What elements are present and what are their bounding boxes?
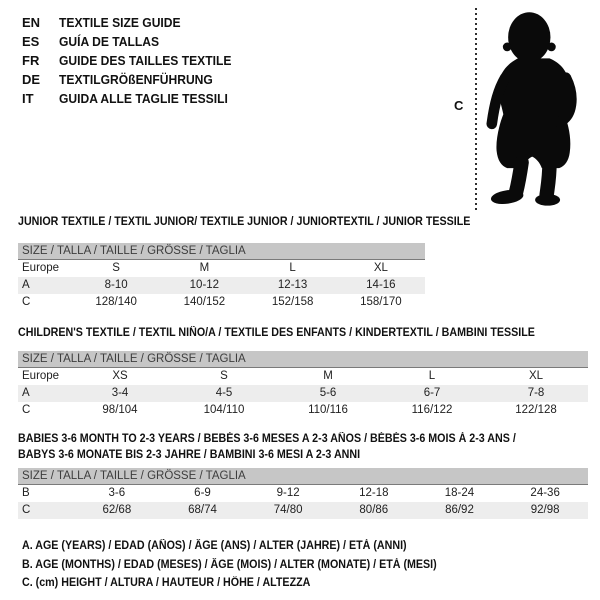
legend-line (22, 537, 468, 556)
table-row (18, 385, 588, 402)
language-row (22, 13, 244, 32)
size-value-cell: 3-4 (111, 387, 129, 399)
size-value-cell: 7-8 (527, 387, 545, 399)
section-title-line: JUNIOR TEXTILE / TEXTIL JUNIOR/ TEXTILE JUNIOR / JUNIORTEXTIL / JUNIOR TESSILE (18, 216, 471, 228)
table-body (18, 260, 425, 312)
section-title (18, 327, 588, 340)
section-title-line: CHILDREN'S TEXTILE / TEXTIL NIÑO/A / TEXTILE DES ENFANTS / KINDERTEXTIL / BAMBINI TESSILE (18, 327, 535, 339)
row-label-cell: Europe (22, 370, 60, 382)
section-title-line: BABIES 3-6 MONTH TO 2-3 YEARS / BEBÉS 3-6 MESES A 2-3 AÑOS / BÉBÉS 3-6 MOIS À 2-3 ANS / (18, 433, 516, 445)
table-row (18, 260, 425, 278)
size-value-cell: 8-10 (104, 279, 128, 291)
size-value-cell: 4-5 (215, 387, 233, 399)
table-row (18, 485, 588, 503)
language-title: TEXTILGRÖßENFÜHRUNG (59, 72, 213, 87)
size-value-cell: 9-12 (276, 487, 300, 499)
table-head (18, 468, 588, 485)
size-value-cell: XS (112, 370, 128, 382)
size-value-cell: 18-24 (444, 487, 475, 499)
language-list (22, 13, 244, 108)
section-childrens-textile (18, 327, 588, 419)
size-value-cell: 12-13 (277, 279, 308, 291)
size-value-cell: L (289, 262, 296, 274)
size-value-cell: 104/110 (203, 404, 245, 416)
legend (22, 537, 468, 593)
size-value-cell: M (323, 370, 333, 382)
legend-text: B. AGE (MONTHS) / EDAD (MESES) / ÂGE (MOIS) / ALTER (MONATE) / ETÀ (MESI) (22, 558, 437, 571)
language-title: GUIDE DES TAILLES TEXTILE (59, 53, 232, 68)
size-value-cell: 5-6 (319, 387, 337, 399)
size-value-cell: 122/128 (515, 404, 557, 416)
row-label-cell: C (22, 404, 31, 416)
size-value-cell: 74/80 (273, 504, 303, 516)
language-code: FR (22, 53, 40, 68)
size-value-cell: S (112, 262, 120, 274)
size-header-cell: SIZE / TALLA / TAILLE / GRÖSSE / TAGLIA (18, 351, 588, 368)
size-table (18, 243, 425, 311)
size-value-cell: 98/104 (102, 404, 138, 416)
height-figure (450, 0, 600, 220)
size-header-cell: SIZE / TALLA / TAILLE / GRÖSSE / TAGLIA (18, 243, 425, 260)
table-row (18, 368, 588, 386)
size-value-cell: M (199, 262, 210, 274)
size-value-cell: 24-36 (530, 487, 560, 499)
language-code: IT (22, 91, 34, 106)
section-babies-textile (18, 431, 588, 519)
size-value-cell: 3-6 (108, 487, 126, 499)
table-head (18, 243, 425, 260)
language-code: DE (22, 72, 41, 87)
height-c-label: C (454, 98, 464, 113)
section-title (18, 216, 471, 229)
section-title-line: BABYS 3-6 MONATE BIS 2-3 JAHRE / BAMBINI 3-6 MESI A 2-3 ANNI (18, 449, 361, 461)
size-value-cell: 80/86 (359, 504, 389, 516)
size-value-cell: 12-18 (359, 487, 389, 499)
size-value-cell: 6-7 (423, 387, 441, 399)
size-value-cell: 152/158 (271, 296, 314, 308)
size-value-cell: XL (373, 262, 388, 274)
size-header-cell: SIZE / TALLA / TAILLE / GRÖSSE / TAGLIA (18, 468, 588, 485)
row-label-cell: B (22, 487, 30, 499)
size-table (18, 468, 588, 519)
size-value-cell: 110/116 (308, 404, 348, 416)
size-value-cell: L (428, 370, 436, 382)
height-dotted-line (475, 8, 477, 212)
language-row (22, 51, 244, 70)
language-title: GUIDA ALLE TAGLIE TESSILI (59, 91, 228, 106)
legend-line (22, 556, 468, 575)
table-body (18, 368, 588, 420)
legend-text: C. (cm) HEIGHT / ALTURA / HAUTEUR / HÖHE / ALTEZZA (22, 577, 311, 589)
row-label-cell: C (22, 504, 31, 516)
table-body (18, 485, 588, 520)
size-value-cell: 158/170 (360, 296, 402, 308)
size-header-row (18, 243, 425, 260)
size-value-cell: S (220, 370, 228, 382)
table-row (18, 502, 588, 519)
size-value-cell: 92/98 (530, 504, 560, 516)
size-value-cell: 116/122 (411, 404, 453, 416)
size-table (18, 351, 588, 419)
legend-line (22, 574, 468, 593)
baby-silhouette-icon (486, 5, 588, 210)
language-code: EN (22, 15, 41, 30)
size-value-cell: 14-16 (366, 279, 396, 291)
legend-text: A. AGE (YEARS) / EDAD (AÑOS) / ÂGE (ANS) / ALTER (JAHRE) / ETÀ (ANNI) (22, 540, 407, 552)
size-value-cell: 86/92 (445, 504, 474, 516)
size-value-cell: 6-9 (194, 487, 211, 499)
language-title: GUÍA DE TALLAS (59, 34, 160, 49)
section-junior-textile (18, 216, 471, 311)
size-value-cell: 10-12 (189, 279, 220, 291)
row-label-cell: Europe (22, 262, 60, 274)
size-header-row (18, 351, 588, 368)
language-title: TEXTILE SIZE GUIDE (59, 15, 181, 30)
language-row (22, 89, 244, 108)
row-label-cell: A (22, 387, 30, 399)
table-head (18, 351, 588, 368)
row-label-cell: C (22, 296, 31, 308)
size-header-row (18, 468, 588, 485)
language-row (22, 70, 244, 89)
size-value-cell: XL (528, 370, 544, 382)
table-row (18, 294, 425, 311)
size-value-cell: 62/68 (102, 504, 132, 516)
table-row (18, 402, 588, 419)
size-value-cell: 68/74 (188, 504, 217, 516)
size-value-cell: 128/140 (95, 296, 137, 308)
language-row (22, 32, 244, 51)
size-value-cell: 140/152 (183, 296, 226, 308)
row-label-cell: A (22, 279, 30, 291)
table-row (18, 277, 425, 294)
language-code: ES (22, 34, 40, 49)
section-title (18, 431, 588, 463)
